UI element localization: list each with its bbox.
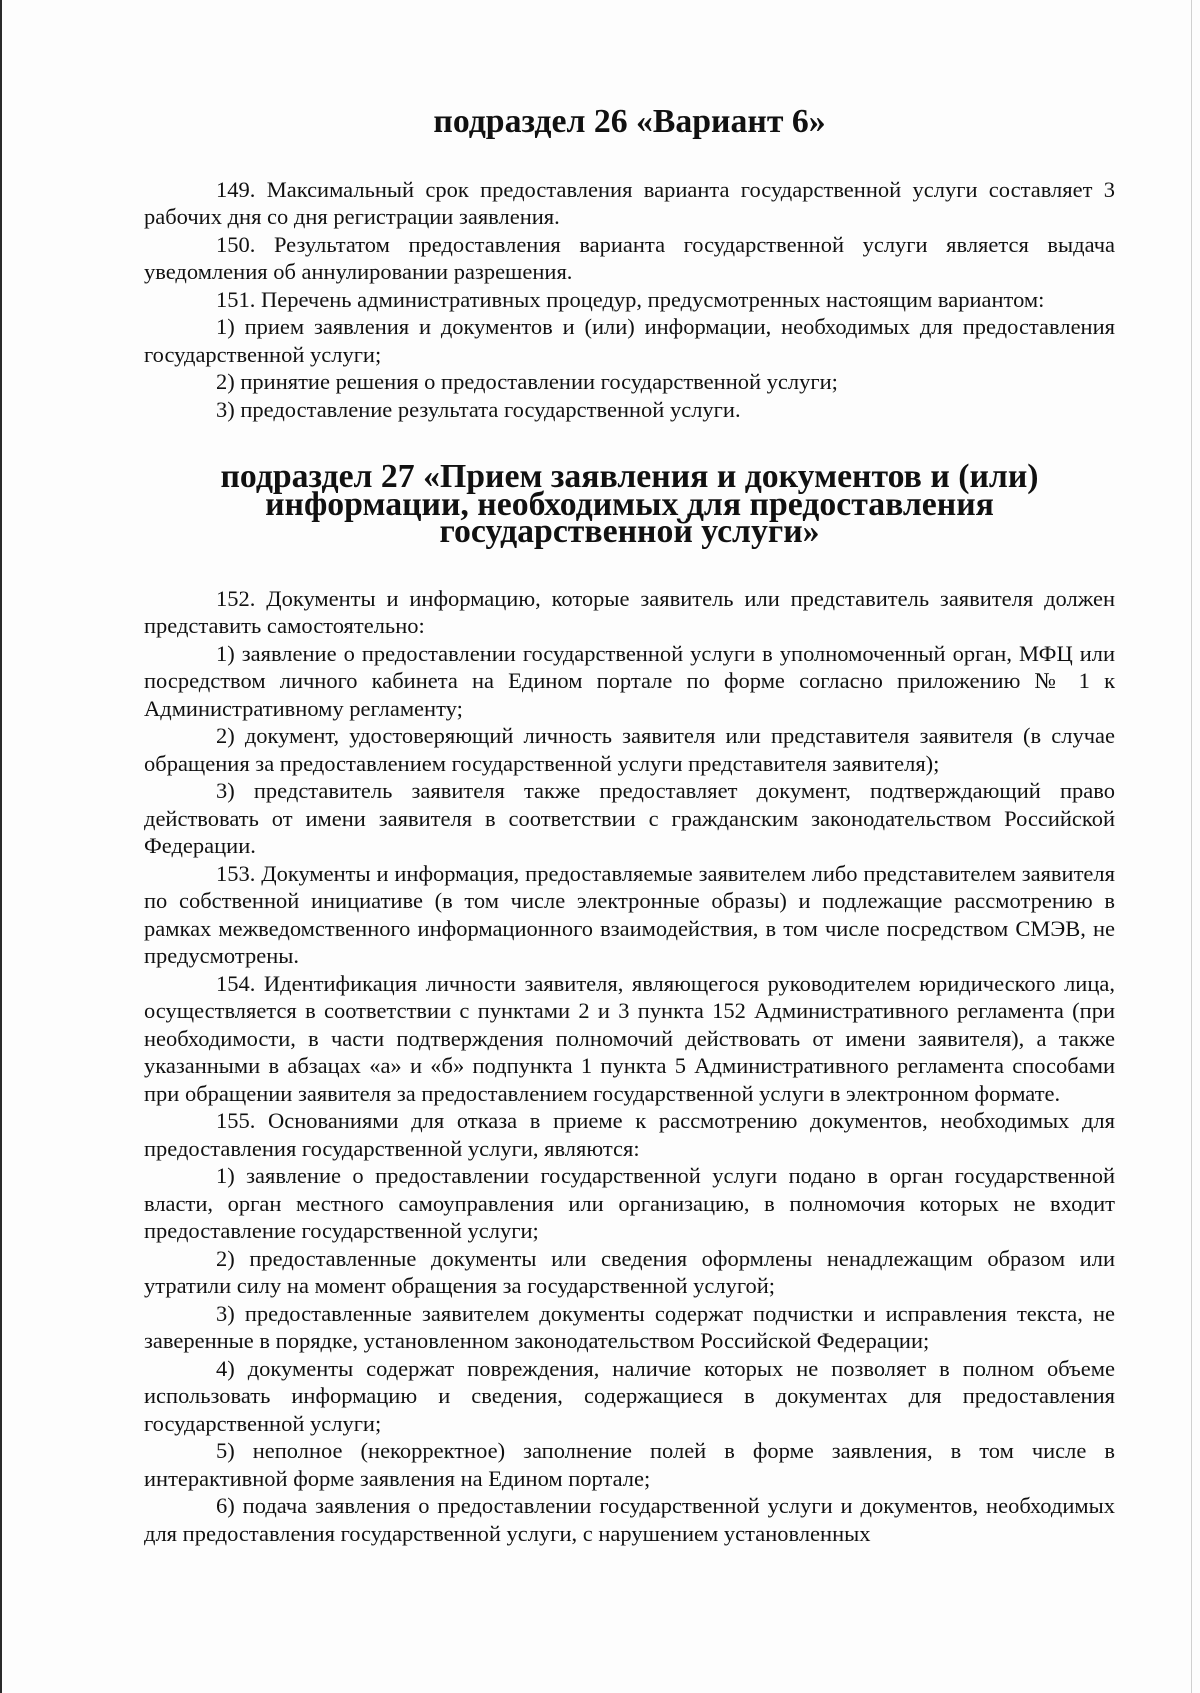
scan-edge-right <box>1191 0 1192 1693</box>
paragraph-151-item-2: 2) принятие решения о предоставлении государственной услуги; <box>216 369 838 394</box>
paragraph-151-item-3: 3) предоставление результата государственной услуги. <box>216 396 741 422</box>
paragraph-152: 152. Документы и информацию, которые заявитель или представитель заявителя должен представить самостоятельно: <box>144 585 1115 638</box>
paragraph-155-item-6: 6) подача заявления о предоставлении государственной услуги и документов, необходимых для предоставления государственной услуги, с нарушением установленных <box>144 1493 1115 1546</box>
paragraph-155-item-1: 1) заявление о предоставлении государственной услуги подано в орган государственной власти, орган местного самоуправления или организацию, в полномочия которых не входит предоставление государственной услуги; <box>144 1163 1115 1243</box>
paragraph-155-item-3: 3) предоставленные заявителем документы содержат подчистки и исправления текста, не заверенные в порядке, установленном законодательством Российской Федерации; <box>144 1300 1115 1353</box>
subsection-26-heading: подраздел 26 «Вариант 6» <box>433 103 826 140</box>
paragraph-155-item-5: 5) неполное (некорректное) заполнение полей в форме заявления, в том числе в интерактивной форме заявления на Едином портале; <box>144 1438 1115 1491</box>
paragraph-155: 155. Основаниями для отказа в приеме к рассмотрению документов, необходимых для предоставления государственной услуги, являются: <box>144 1108 1115 1161</box>
paragraph-149: 149. Максимальный срок предоставления варианта государственной услуги составляет 3 рабочих дня со дня регистрации заявления. <box>144 176 1115 229</box>
paragraph-151: 151. Перечень административных процедур, предусмотренных настоящим вариантом: <box>216 286 1045 312</box>
paragraph-152-item-3: 3) представитель заявителя также предоставляет документ, подтверждающий право действовать от имени заявителя в соответствии с гражданским законодательством Российской Федерации. <box>144 778 1115 858</box>
paragraph-155-item-4: 4) документы содержат повреждения, наличие которых не позволяет в полном объеме использовать информацию и сведения, содержащиеся в документах для предоставления государственной услуги; <box>144 1355 1115 1436</box>
scan-edge-left <box>0 0 2 1693</box>
paragraph-153: 153. Документы и информация, предоставляемые заявителем либо представителем заявителя по собственной инициативе (в том числе электронные образы) и подлежащие рассмотрению в рамках межведомственного информационного взаимодействия, в том числе посредством СМЭВ, не предусмотрены. <box>144 860 1115 968</box>
paragraph-150: 150. Результатом предоставления варианта государственной услуги является выдача уведомления об аннулировании разрешения. <box>144 231 1115 284</box>
paragraph-154: 154. Идентификация личности заявителя, являющегося руководителем юридического лица, осуществляется в соответствии с пунктами 2 и 3 пункта 152 Административного регламента (при необходимости, в части подтверждения полномочий действовать от имени заявителя), а также указанными в абзацах «а» и «б» подпункта 1 пункта 5 Административного регламента способами при обращении заявителя за предоставлением государственной услуги в электронном формате. <box>144 970 1115 1106</box>
paragraph-152-item-2: 2) документ, удостоверяющий личность заявителя или представителя заявителя (в случае обращения за предоставлением государственной услуги представителя заявителя); <box>144 723 1115 776</box>
document-body <box>144 103 1115 1547</box>
paragraph-152-item-1: 1) заявление о предоставлении государственной услуги в уполномоченный орган, МФЦ или посредством личного кабинета на Едином портале по форме согласно приложению № 1 к Административному регламенту; <box>144 640 1115 721</box>
paragraph-151-item-1: 1) прием заявления и документов и (или) информации, необходимых для предоставления государственной услуги; <box>144 314 1115 367</box>
paragraph-155-item-2: 2) предоставленные документы или сведения оформлены ненадлежащим образом или утратили силу на момент обращения за государственной услугой; <box>144 1245 1115 1298</box>
subsection-27-heading: подраздел 27 «Прием заявления и документов и (или) информации, необходимых для предоставления государственной услуги» <box>220 458 1039 550</box>
